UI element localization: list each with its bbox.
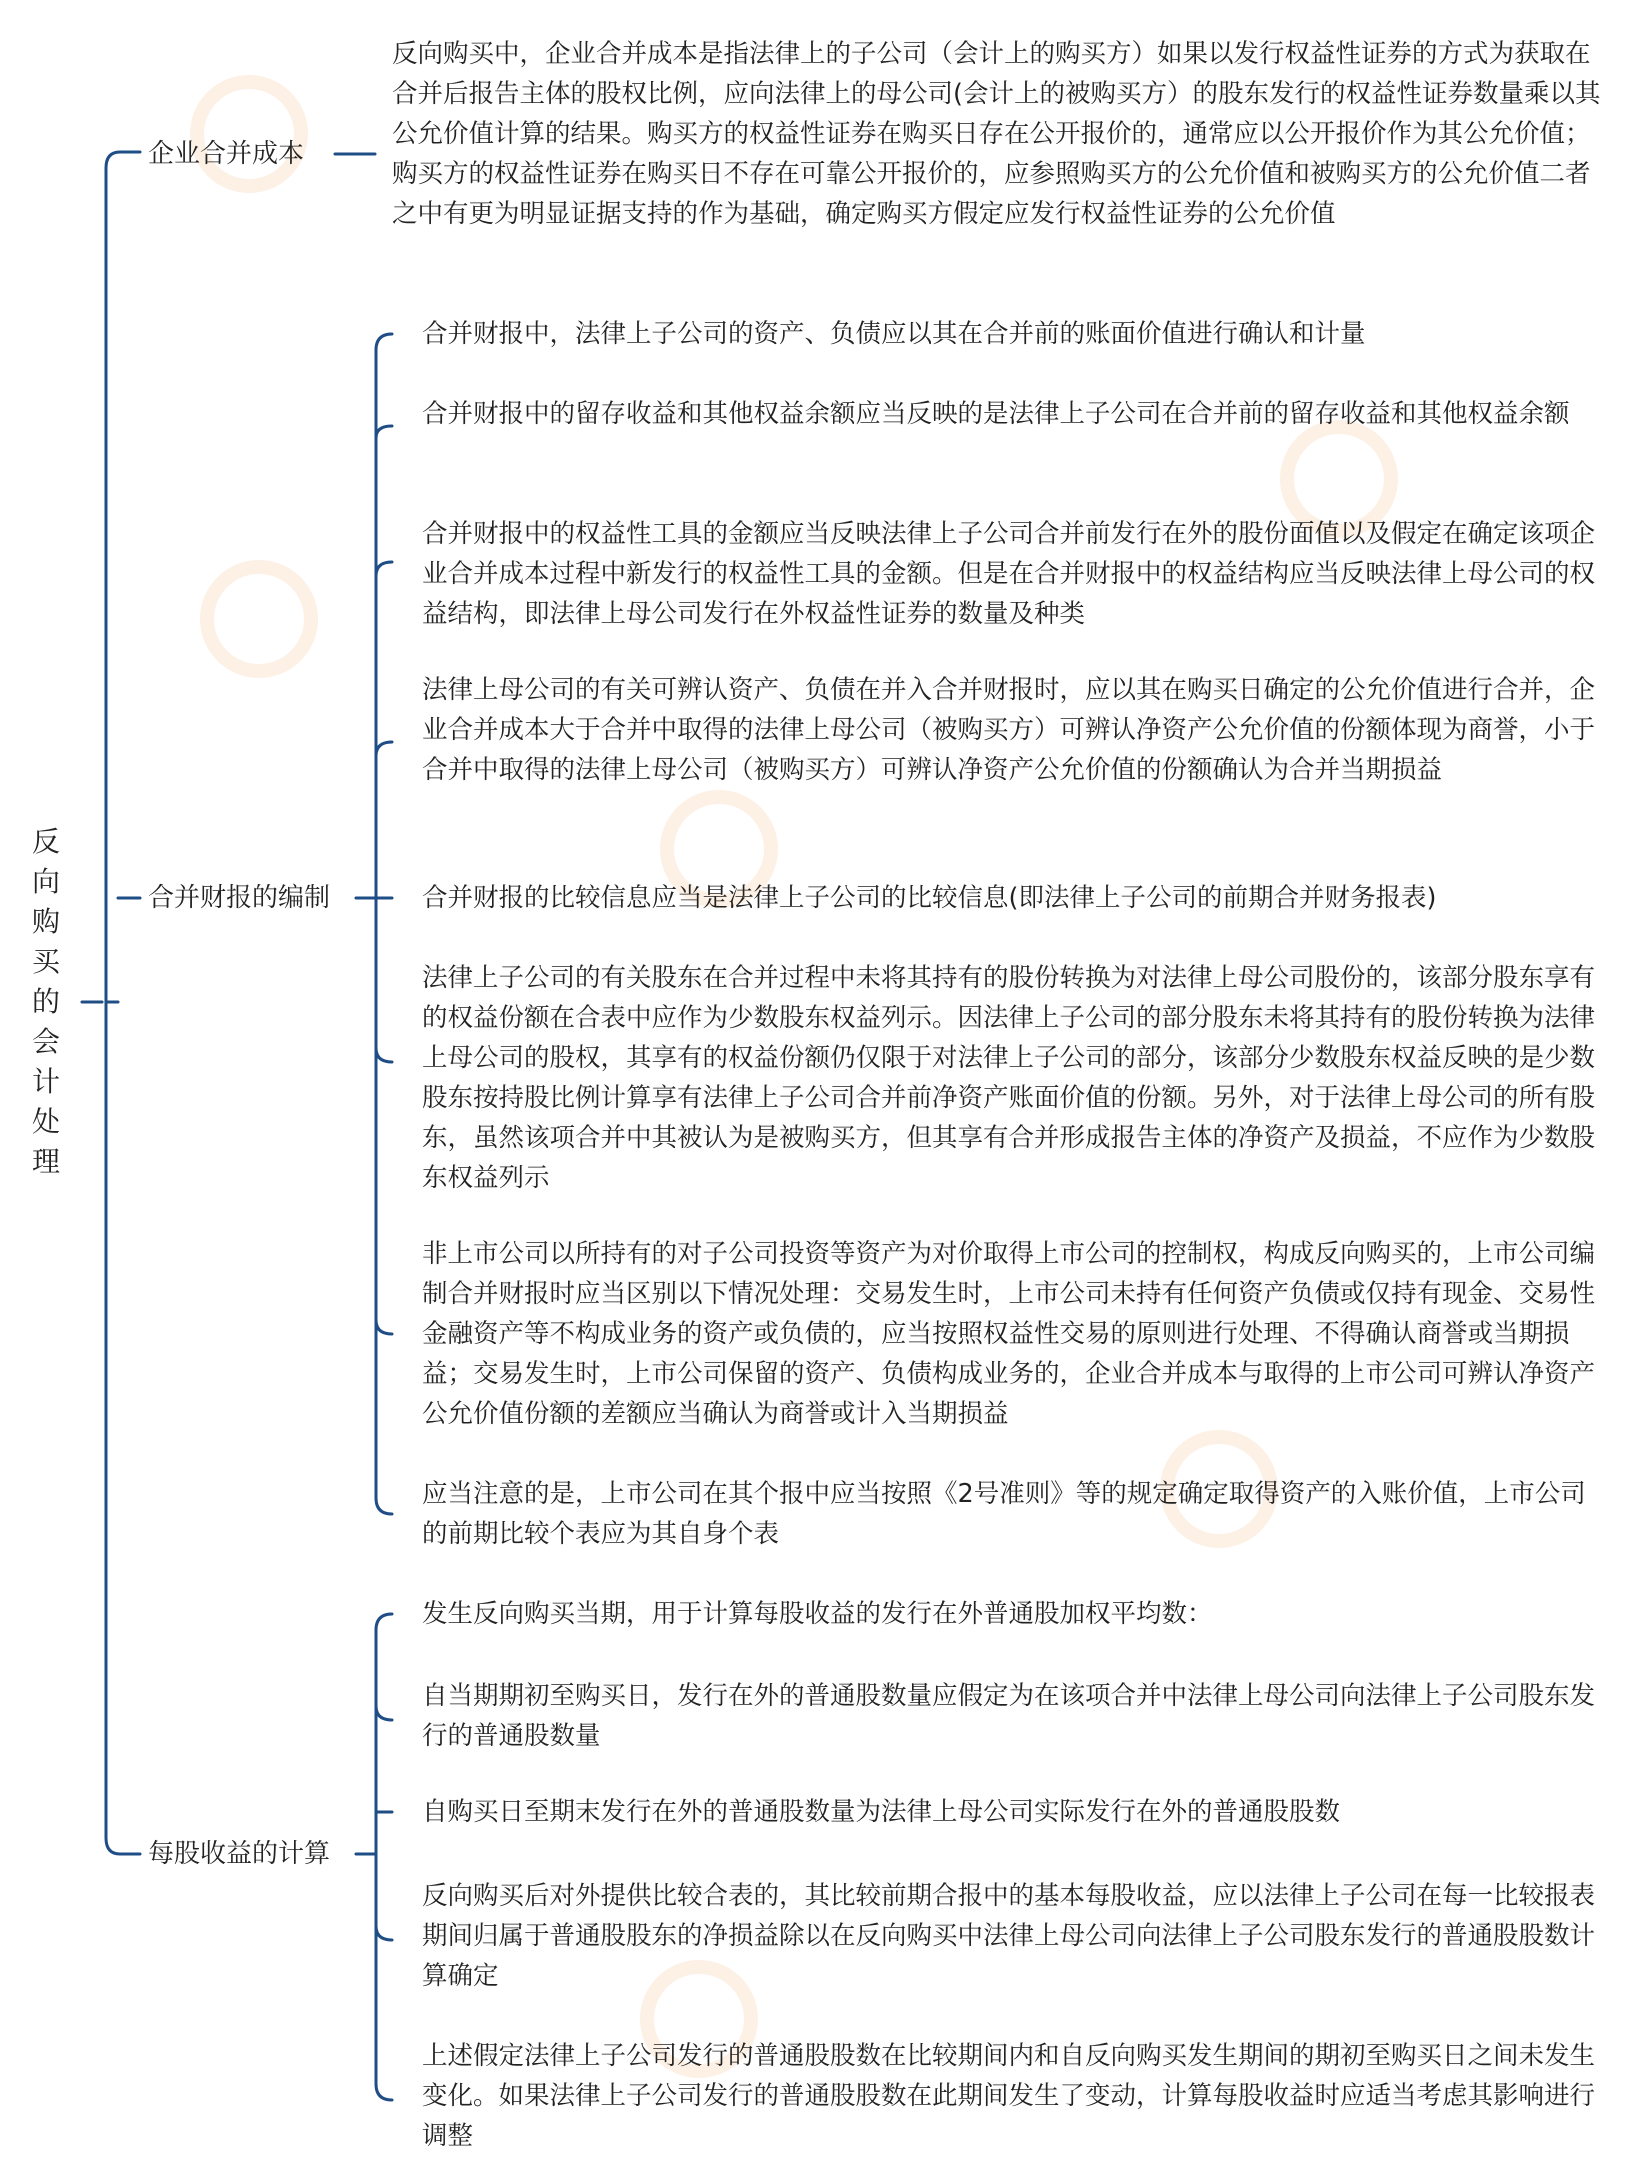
leaf-tick bbox=[376, 426, 392, 438]
root-node: 反向购买的会计处理 bbox=[31, 825, 60, 1178]
leaf-tick bbox=[376, 1320, 392, 1334]
leaf-tick bbox=[376, 1048, 392, 1062]
leaf-tick bbox=[376, 1926, 392, 1940]
leaf-text: 法律上母公司的有关可辨认资产、负债在并入合并财报时，应以其在购买日确定的公允价值进行合并，企业合并成本大于合并中取得的法律上母公司（被购买方）可辨认净资产公允价值的份额体现为商誉，小于合并中取得的法律上母公司（被购买方）可辨认净资产公允价值的份额确认为合并当期损益 bbox=[422, 675, 1596, 785]
leaf-text: 法律上子公司的有关股东在合并过程中未将其持有的股份转换为对法律上母公司股份的，该部分股东享有的权益份额在合表中应作为少数股东权益列示。因法律上子公司的部分股东未将其持有的股份转换为法律上母公司的股权，其享有的权益份额仍仅限于对法律上子公司的部分，该部分少数股东权益反映的是少数股东按持股比例计算享有法律上子公司合并前净资产账面价值的份额。另外，对于法律上母公司的所有股东，虽然该项合并中其被认为是被购买方，但其享有合并形成报告主体的净资产及损益，不应作为少数股东权益列示 bbox=[422, 963, 1596, 1193]
leaf-text: 非上市公司以所持有的对子公司投资等资产为对价取得上市公司的控制权，构成反向购买的，上市公司编制合并财报时应当区别以下情况处理：交易发生时，上市公司未持有任何资产负债或仅持有现金、交易性金融资产等不构成业务的资产或负债的，应当按照权益性交易的原则进行处理、不得确认商誉或当期损益；交易发生时，上市公司保留的资产、负债构成业务的，企业合并成本与取得的上市公司可辨认净资产公允价值份额的差额应当确认为商誉或计入当期损益 bbox=[422, 1239, 1596, 1429]
leaf-text: 发生反向购买当期，用于计算每股收益的发行在外普通股加权平均数： bbox=[422, 1599, 1213, 1629]
leaf-text: 自购买日至期末发行在外的普通股数量为法律上母公司实际发行在外的普通股股数 bbox=[422, 1797, 1341, 1827]
leaf-text: 合并财报中的留存收益和其他权益余额应当反映的是法律上子公司在合并前的留存收益和其他权益余额 bbox=[422, 399, 1570, 429]
branch-consolidated-report: 合并财报的编制 bbox=[148, 883, 331, 913]
leaf-text: 自当期期初至购买日，发行在外的普通股数量应假定为在该项合并中法律上母公司向法律上子公司股东发行的普通股数量 bbox=[422, 1681, 1596, 1751]
leaf-text: 反向购买后对外提供比较合表的，其比较前期合报中的基本每股收益，应以法律上子公司在每一比较报表期间归属于普通股股东的净损益除以在反向购买中法律上母公司向法律上子公司股东发行的普通股股数计算确定 bbox=[422, 1881, 1596, 1991]
branch-2-bracket bbox=[376, 334, 392, 1514]
leaf-text: 合并财报的比较信息应当是法律上子公司的比较信息(即法律上子公司的前期合并财务报表) bbox=[422, 883, 1437, 913]
leaf-text: 合并财报中，法律上子公司的资产、负债应以其在合并前的账面价值进行确认和计量 bbox=[422, 319, 1366, 349]
branch-enterprise-merger-cost: 企业合并成本 bbox=[148, 139, 305, 169]
leaf-text: 应当注意的是，上市公司在其个报中应当按照《2号准则》等的规定确定取得资产的入账价值，上市公司的前期比较个表应为其自身个表 bbox=[422, 1479, 1586, 1549]
leaf-text: 上述假定法律上子公司发行的普通股股数在比较期间内和自反向购买发生期间的期初至购买日之间未发生变化。如果法律上子公司发行的普通股股数在此期间发生了变动，计算每股收益时应适当考虑其影响进行调整 bbox=[422, 2041, 1596, 2151]
branch-eps-calculation: 每股收益的计算 bbox=[148, 1839, 331, 1869]
branch-3-bracket bbox=[376, 1614, 392, 2100]
leaf-tick bbox=[376, 1706, 392, 1720]
leaf-tick bbox=[376, 562, 392, 576]
leaf-text: 反向购买中，企业合并成本是指法律上的子公司（会计上的购买方）如果以发行权益性证券的方式为获取在合并后报告主体的股权比例，应向法律上的母公司(会计上的被购买方）的股东发行的权益性证券数量乘以其公允价值计算的结果。购买方的权益性证券在购买日存在公开报价的，通常应以公开报价作为其公允价值；购买方的权益性证券在购买日不存在可靠公开报价的，应参照购买方的公允价值和被购买方的公允价值二者之中有更为明显证据支持的作为基础，确定购买方假定应发行权益性证券的公允价值 bbox=[392, 39, 1601, 229]
leaf-tick bbox=[376, 742, 392, 756]
leaf-text: 合并财报中的权益性工具的金额应当反映法律上子公司合并前发行在外的股份面值以及假定在确定该项企业合并成本过程中新发行的权益性工具的金额。但是在合并财报中的权益结构应当反映法律上母公司的权益结构，即法律上母公司发行在外权益性证券的数量及种类 bbox=[422, 519, 1596, 629]
